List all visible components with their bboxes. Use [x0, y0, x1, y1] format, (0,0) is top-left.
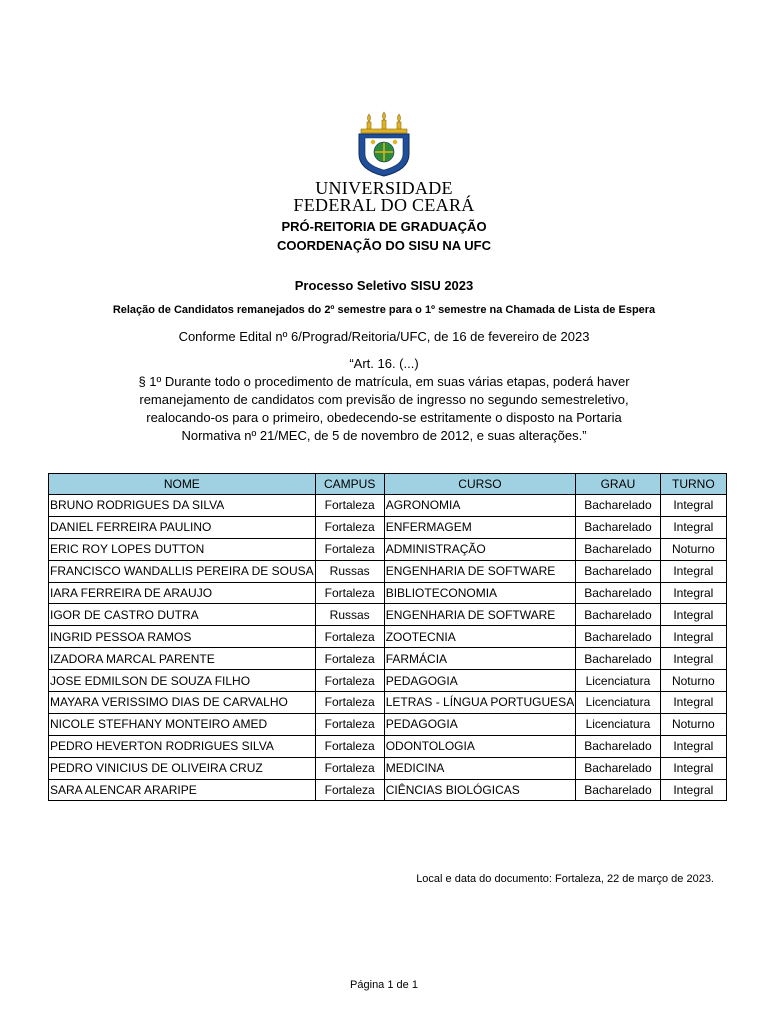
cell-grau: Bacharelado: [576, 560, 660, 582]
cell-curso: CIÊNCIAS BIOLÓGICAS: [384, 779, 576, 801]
cell-curso: ENGENHARIA DE SOFTWARE: [384, 604, 576, 626]
table-header-row: [49, 474, 727, 495]
cell-grau: Bacharelado: [576, 516, 660, 538]
cell-grau: Bacharelado: [576, 779, 660, 801]
university-wordmark: [0, 180, 768, 214]
cell-curso: ODONTOLOGIA: [384, 735, 576, 757]
table-row: [49, 560, 727, 582]
header-campus: CAMPUS: [315, 474, 384, 495]
document-subtitle: Relação de Candidatos remanejados do 2º semestre para o 1º semestre na Chamada de Lista de Espera: [112, 304, 656, 316]
cell-turno: Integral: [660, 582, 726, 604]
cell-nome: JOSE EDMILSON DE SOUZA FILHO: [49, 670, 316, 692]
cell-turno: Integral: [660, 495, 726, 517]
table-body: [49, 495, 727, 801]
cell-curso: MEDICINA: [384, 757, 576, 779]
table-row: [49, 779, 727, 801]
cell-turno: Integral: [660, 779, 726, 801]
article-quote: [134, 355, 634, 445]
cell-nome: INGRID PESSOA RAMOS: [49, 626, 316, 648]
cell-nome: BRUNO RODRIGUES DA SILVA: [49, 495, 316, 517]
table-row: [49, 648, 727, 670]
document-title: Processo Seletivo SISU 2023: [294, 278, 474, 293]
university-crest-wrap: [0, 110, 768, 183]
cell-turno: Integral: [660, 604, 726, 626]
prorectorate-heading: PRÓ-REITORIA DE GRADUAÇÃO: [281, 219, 487, 234]
cell-grau: Bacharelado: [576, 648, 660, 670]
cell-nome: IARA FERREIRA DE ARAUJO: [49, 582, 316, 604]
cell-turno: Integral: [660, 692, 726, 714]
table-row: [49, 757, 727, 779]
cell-nome: PEDRO VINICIUS DE OLIVEIRA CRUZ: [49, 757, 316, 779]
table-row: [49, 516, 727, 538]
cell-grau: Bacharelado: [576, 626, 660, 648]
cell-curso: AGRONOMIA: [384, 495, 576, 517]
cell-grau: Bacharelado: [576, 538, 660, 560]
university-crest-icon: [349, 110, 419, 178]
table-row: [49, 495, 727, 517]
cell-campus: Fortaleza: [315, 582, 384, 604]
cell-campus: Russas: [315, 604, 384, 626]
cell-campus: Fortaleza: [315, 626, 384, 648]
header-nome: NOME: [49, 474, 316, 495]
cell-campus: Fortaleza: [315, 648, 384, 670]
cell-curso: BIBLIOTECONOMIA: [384, 582, 576, 604]
cell-turno: Noturno: [660, 670, 726, 692]
cell-campus: Fortaleza: [315, 516, 384, 538]
cell-turno: Noturno: [660, 538, 726, 560]
cell-nome: IZADORA MARCAL PARENTE: [49, 648, 316, 670]
cell-campus: Fortaleza: [315, 495, 384, 517]
cell-nome: ERIC ROY LOPES DUTTON: [49, 538, 316, 560]
cell-turno: Integral: [660, 735, 726, 757]
cell-turno: Noturno: [660, 713, 726, 735]
local-and-date: Local e data do documento: Fortaleza, 22 de março de 2023.: [416, 873, 714, 885]
cell-nome: IGOR DE CASTRO DUTRA: [49, 604, 316, 626]
cell-grau: Bacharelado: [576, 735, 660, 757]
cell-nome: DANIEL FERREIRA PAULINO: [49, 516, 316, 538]
candidates-table: [48, 473, 727, 801]
table-row: [49, 538, 727, 560]
cell-grau: Bacharelado: [576, 582, 660, 604]
cell-campus: Fortaleza: [315, 713, 384, 735]
cell-grau: Bacharelado: [576, 757, 660, 779]
cell-turno: Integral: [660, 648, 726, 670]
cell-curso: ENFERMAGEM: [384, 516, 576, 538]
cell-curso: ADMINISTRAÇÃO: [384, 538, 576, 560]
cell-campus: Fortaleza: [315, 692, 384, 714]
cell-curso: PEDAGOGIA: [384, 670, 576, 692]
coordination-heading: COORDENAÇÃO DO SISU NA UFC: [276, 238, 492, 253]
cell-grau: Licenciatura: [576, 692, 660, 714]
table-row: [49, 670, 727, 692]
table-row: [49, 735, 727, 757]
cell-turno: Integral: [660, 560, 726, 582]
quote-line1: “Art. 16. (...): [349, 356, 419, 371]
table-row: [49, 582, 727, 604]
header-curso: CURSO: [384, 474, 576, 495]
edital-reference: Conforme Edital nº 6/Prograd/Reitoria/UFC, de 16 de fevereiro de 2023: [178, 329, 590, 344]
table-row: [49, 713, 727, 735]
cell-campus: Fortaleza: [315, 670, 384, 692]
university-line2: FEDERAL DO CEARÁ: [293, 195, 475, 215]
cell-curso: FARMÁCIA: [384, 648, 576, 670]
cell-nome: MAYARA VERISSIMO DIAS DE CARVALHO: [49, 692, 316, 714]
cell-campus: Fortaleza: [315, 735, 384, 757]
cell-campus: Fortaleza: [315, 757, 384, 779]
cell-nome: NICOLE STEFHANY MONTEIRO AMED: [49, 713, 316, 735]
cell-campus: Russas: [315, 560, 384, 582]
cell-grau: Bacharelado: [576, 604, 660, 626]
cell-grau: Licenciatura: [576, 713, 660, 735]
quote-line2: § 1º Durante todo o procedimento de matrícula, em suas várias etapas, poderá haver remanejamento de candidatos com previsão de ingresso no segundo semestreletivo, realocando-os para o primeiro, obedecendo-se estritamente o disposto na Portaria Normativa nº 21/MEC, de 5 de novembro de 2012, e suas alterações.”: [138, 374, 630, 443]
cell-nome: FRANCISCO WANDALLIS PEREIRA DE SOUSA: [49, 560, 316, 582]
cell-curso: PEDAGOGIA: [384, 713, 576, 735]
university-line1: UNIVERSIDADE: [315, 178, 453, 198]
cell-nome: PEDRO HEVERTON RODRIGUES SILVA: [49, 735, 316, 757]
cell-turno: Integral: [660, 516, 726, 538]
cell-curso: LETRAS - LÍNGUA PORTUGUESA: [384, 692, 576, 714]
page-number: Página 1 de 1: [350, 979, 418, 991]
cell-grau: Bacharelado: [576, 495, 660, 517]
table-row: [49, 692, 727, 714]
table-row: [49, 604, 727, 626]
cell-campus: Fortaleza: [315, 779, 384, 801]
cell-campus: Fortaleza: [315, 538, 384, 560]
cell-grau: Licenciatura: [576, 670, 660, 692]
header-turno: TURNO: [660, 474, 726, 495]
cell-turno: Integral: [660, 757, 726, 779]
cell-curso: ENGENHARIA DE SOFTWARE: [384, 560, 576, 582]
table-row: [49, 626, 727, 648]
header-grau: GRAU: [576, 474, 660, 495]
cell-turno: Integral: [660, 626, 726, 648]
cell-nome: SARA ALENCAR ARARIPE: [49, 779, 316, 801]
cell-curso: ZOOTECNIA: [384, 626, 576, 648]
